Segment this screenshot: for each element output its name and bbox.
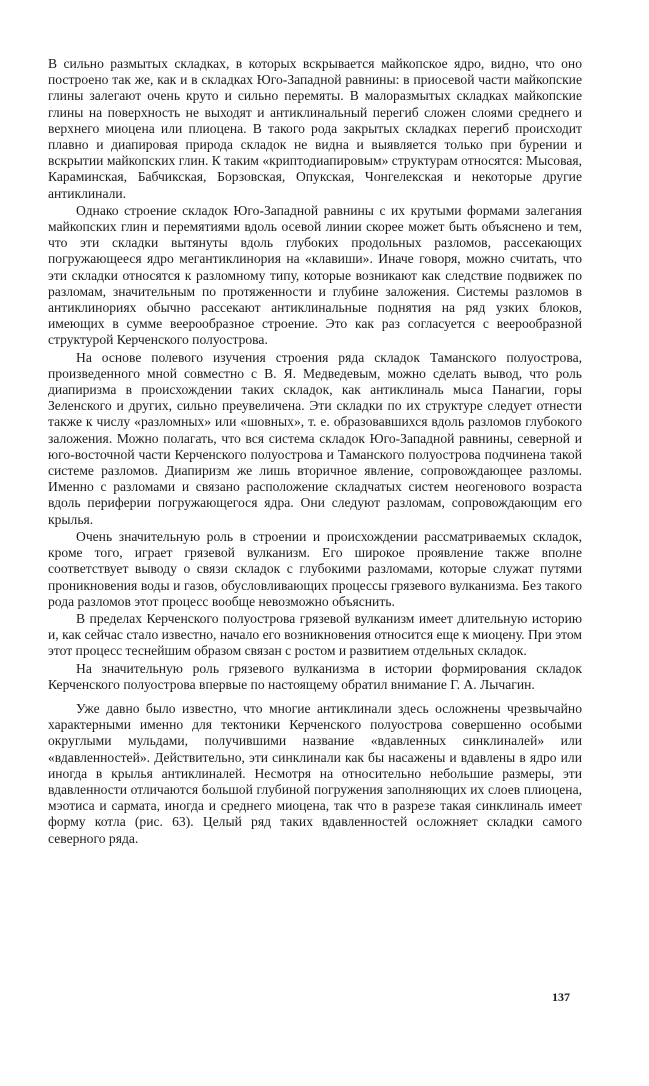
paragraph-2: Однако строение складок Юго-Западной равнины с их крутыми формами залегания майкопских глин и перемятиями вдоль осевой линии скорее может быть объяснено и тем, что эти складки вытянуты вдоль глубоких продольных разломов, рассекающих погружающееся ядро мегантиклинория на «клавиши». Иначе говоря, можно считать, что эти складки относятся к разломному типу, которые возникают как следствие подвижек по разломам, значительным по протяженности и глубине заложения. Системы разломов в антиклинориях обычно рассекают антиклинальные поднятия на ряд узких блоков, имеющих в сумме веерообразное строение. Это как раз согласуется с веерообразной структурой Керченского полуострова. xyxy=(48,202,582,348)
section-gap xyxy=(48,693,582,701)
paragraph-1: В сильно размытых складках, в которых вскрывается майкопское ядро, видно, что оно построено так же, как и в складках Юго-Западной равнины: в приосевой части майкопские глины залегают очень круто и сильно перемяты. В малоразмытых складках майкопские глины на поверхность не выходят и антиклинальный перегиб сложен слоями среднего и верхнего миоцена или плиоцена. В такого рода закрытых складках перегиб происходит плавно и диапировая природа складок не видна и выявляется только при бурении и вскрытии майкопских глин. К таким «криптодиапировым» структурам относятся: Мысовая, Караминская, Бабчикская, Борзовская, Опукская, Чонгелекская и некоторые другие антиклинали. xyxy=(48,56,582,201)
paragraph-7: Уже давно было известно, что многие антиклинали здесь осложнены чрезвычайно характерными именно для тектоники Керченского полуострова совершенно особыми округлыми мульдами, получившими название «вдавленных синклиналей» или «вдавленностей». Действительно, эти синклинали как бы насажены и вдавлены в ядро или иногда в крылья антиклиналей. Несмотря на относительно небольшие размеры, эти вдавленности отличаются большой глубиной погружения заполняющих их слоев плиоцена, мэотиса и сармата, иногда и среднего миоцена, так что в разрезе такая синклиналь имеет форму котла (рис. 63). Целый ряд таких вдавленностей осложняет складки самого северного ряда. xyxy=(48,700,582,846)
page-number: 137 xyxy=(552,990,570,1004)
paragraph-4: Очень значительную роль в строении и происхождении рассматриваемых складок, кроме того, играет грязевой вулканизм. Его широкое проявление также вполне соответствует выводу о связи складок с глубокими разломами, которые служат путями проникновения воды и газов, обусловливающих процессы грязевого вулканизма. Без такого рода разломов этот процесс вообще невозможно объяснить. xyxy=(48,528,582,609)
paragraph-5: В пределах Керченского полуострова грязевой вулканизм имеет длительную историю и, как сейчас стало известно, начало его возникновения относится еще к миоцену. При этом этот процесс теснейшим образом связан с ростом и развитием отдельных складок. xyxy=(48,610,582,659)
paragraph-3: На основе полевого изучения строения ряда складок Таманского полуострова, произведенного мной совместно с В. Я. Медведевым, можно сделать вывод, что роль диапиризма в происхождении таких складок, как антиклиналь мыса Панагии, горы Зеленского и других, сильно преувеличена. Эти складки по их структуре следует отнести также к числу «разломных» или «шовных», т. е. образовавшихся вдоль разломов глубокого заложения. Можно полагать, что вся система складок Юго-Западной равнины, северной и юго-восточной части Керченского полуострова и Таманского полуострова подчинена такой системе разломов. Диапиризм же лишь вторичное явление, сопровождающее разломы. Именно с разломами и связано расположение складчатых систем неогенового возраста вдоль периферии погружающегося ядра. Они следуют разломам, сопровождающим его крылья. xyxy=(48,349,582,527)
paragraph-6: На значительную роль грязевого вулканизма в истории формирования складок Керченского полуострова впервые по настоящему обратил внимание Г. А. Лычагин. xyxy=(48,660,582,692)
page-body xyxy=(48,56,582,847)
